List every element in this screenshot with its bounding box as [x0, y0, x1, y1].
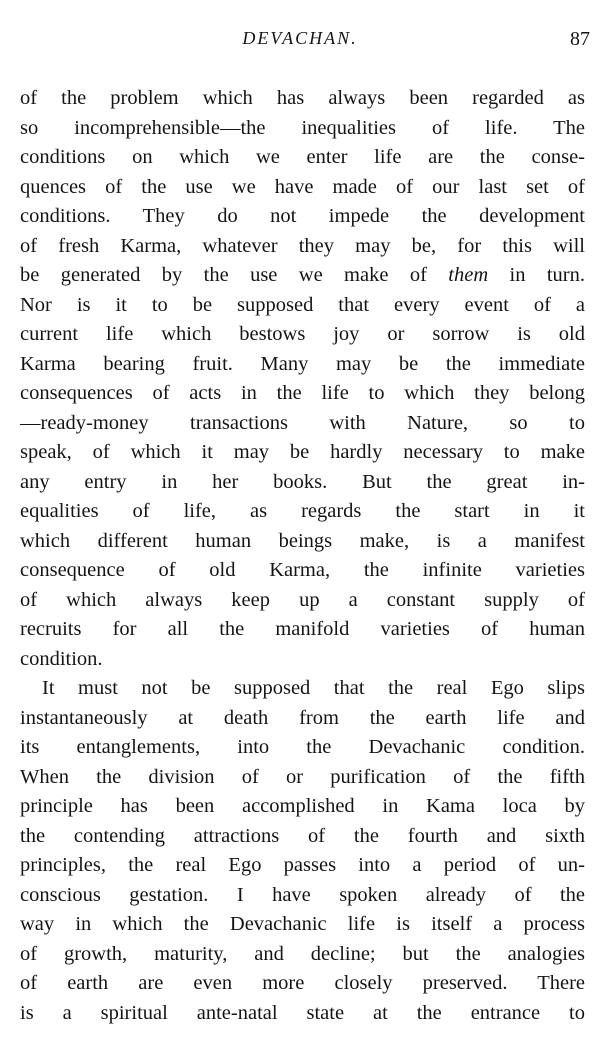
text-line: is a spiritual ante-natal state at the entrance to: [20, 1001, 585, 1024]
text-line: conscious gestation. I have spoken already of the: [20, 883, 585, 906]
text-line: principles, the real Ego passes into a period of un-: [20, 854, 585, 876]
text-line: of fresh Karma, whatever they may be, for this will: [20, 234, 585, 257]
paragraph-start-line: It must not be supposed that the real Ego slips: [42, 677, 585, 699]
text-line: recruits for all the manifold varieties of human: [20, 618, 585, 640]
text-line: way in which the Devachanic life is itself a process: [20, 913, 585, 935]
text-line: the contending attractions of the fourth and sixth: [20, 824, 585, 847]
text-line: so incomprehensible—the inequalities of life. The: [20, 116, 585, 139]
text-line: principle has been accomplished in Kama loca by: [20, 795, 585, 817]
text-line: of which always keep up a constant supply of: [20, 588, 585, 611]
text-line: of the problem which has always been regarded as: [20, 87, 585, 109]
text-line: quences of the use we have made of our last set of: [20, 175, 585, 198]
text-line: its entanglements, into the Devachanic condition.: [20, 736, 585, 758]
text-line: Karma bearing fruit. Many may be the immediate: [20, 352, 585, 375]
page-number: 87: [570, 28, 590, 50]
text-line: instantaneously at death from the earth life and: [20, 706, 585, 729]
text-line: any entry in her books. But the great in-: [20, 470, 585, 493]
text-line: consequences of acts in the life to which they belong: [20, 382, 585, 404]
text-line: speak, of which it may be hardly necessary to make: [20, 441, 585, 463]
text-line: consequence of old Karma, the infinite varieties: [20, 559, 585, 581]
text-line: of earth are even more closely preserved. There: [20, 972, 585, 994]
text-line: which different human beings make, is a manifest: [20, 529, 585, 552]
body-text: [20, 84, 585, 1028]
running-title: DEVACHAN.: [242, 28, 358, 48]
text-line: be generated by the use we make of them in turn.: [20, 264, 585, 286]
paragraph-end-line: condition.: [20, 647, 103, 670]
text-line: —ready-money transactions with Nature, so to: [20, 411, 585, 434]
text-line: equalities of life, as regards the start in it: [20, 500, 585, 522]
text-line: conditions on which we enter life are the conse-: [20, 146, 585, 168]
emphasized-word: them: [448, 264, 489, 286]
text-line: When the division of or purification of the fifth: [20, 765, 585, 788]
text-line: conditions. They do not impede the development: [20, 205, 585, 227]
text-line: Nor is it to be supposed that every event of a: [20, 293, 585, 316]
text-line: of growth, maturity, and decline; but the analogies: [20, 942, 585, 965]
text-line: current life which bestows joy or sorrow is old: [20, 323, 585, 345]
